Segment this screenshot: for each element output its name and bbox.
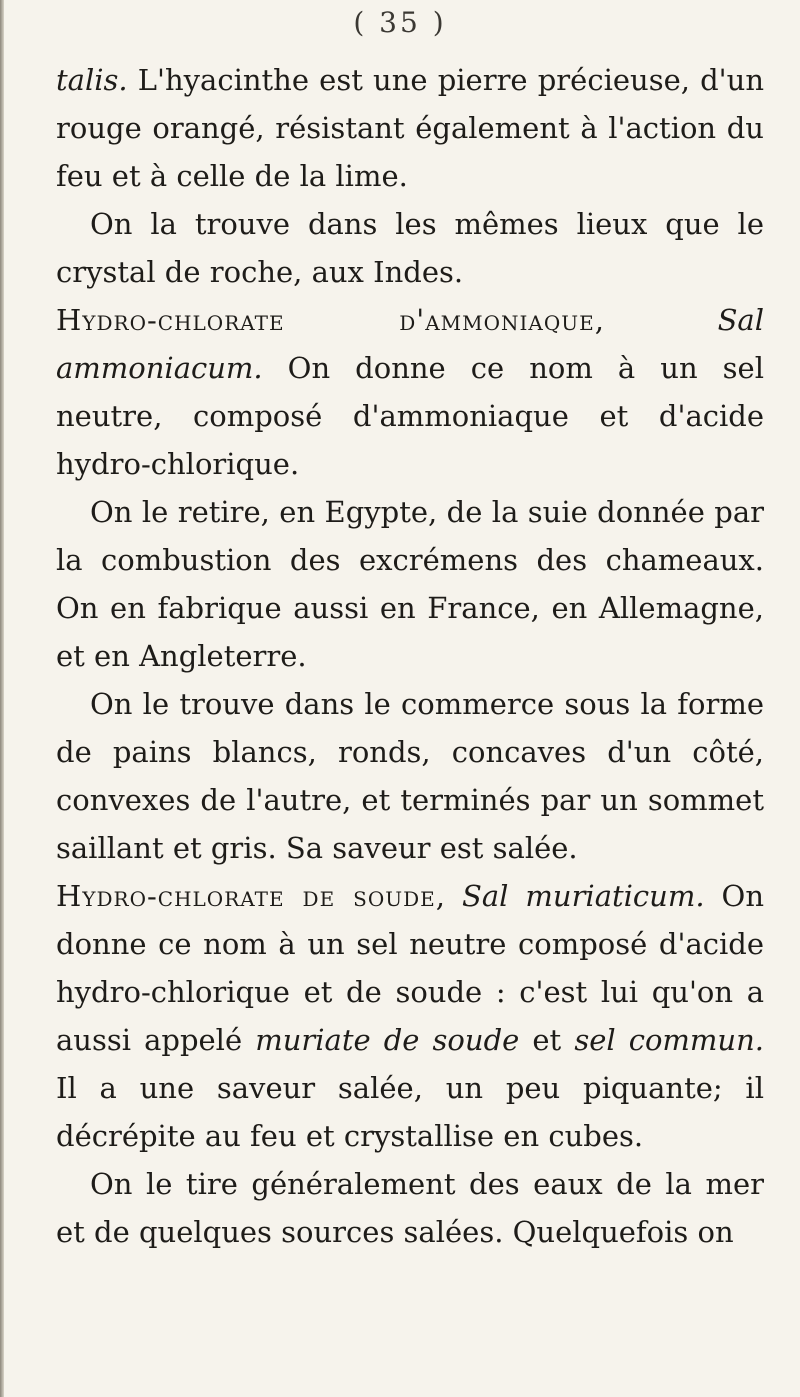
paragraph-sal-muriaticum: [56, 872, 764, 1160]
soude-properties: Il a une saveur salée, un peu piquante; il décrépite au feu et crystallise en cubes.: [56, 1071, 764, 1153]
hyacinthe-text: L'hyacinthe est une pierre précieuse, d'un rouge orangé, résistant également à l'action du feu et à celle de la lime.: [56, 63, 764, 193]
source-text: On le tire généralement des eaux de la mer et de quelques sources salées. Quelquefois on: [56, 1167, 764, 1249]
word-talis: talis.: [56, 63, 128, 97]
conjunction: et: [519, 1023, 575, 1057]
commerce-text: On le trouve dans le commerce sous la forme de pains blancs, ronds, concaves d'un côté, convexes de l'autre, et terminés par un sommet saillant et gris. Sa saveur est salée.: [56, 687, 764, 865]
page-body: [56, 56, 764, 1256]
punctuation: ,: [435, 879, 462, 913]
latin-name-sal-ammoniacum: Sal ammoniacum.: [56, 303, 764, 385]
entry-heading-ammoniaque: Hydro-chlorate d'ammoniaque: [56, 303, 595, 337]
paragraph-sal-ammoniacum: [56, 296, 764, 488]
paragraph-soude-source: [56, 1160, 764, 1256]
paragraph-hyacinthe-location: [56, 200, 764, 296]
latin-name-sal-muriaticum: Sal muriaticum.: [461, 879, 705, 913]
soude-definition: On donne ce nom à un sel neutre composé d'acide hydro-chlorique et de soude : c'est lui qu'on a aussi appelé: [56, 879, 765, 1057]
ammoniaque-definition: On donne ce nom à un sel neutre, composé d'ammoniaque et d'acide hydro-chlorique.: [56, 351, 764, 481]
term-sel-commun: sel commun.: [574, 1023, 764, 1057]
punctuation: ,: [594, 303, 718, 337]
location-text: On la trouve dans les mêmes lieux que le crystal de roche, aux Indes.: [56, 207, 764, 289]
entry-heading-soude: Hydro-chlorate de soude: [56, 879, 436, 913]
page-number: ( 35 ): [353, 6, 447, 39]
term-muriate-de-soude: muriate de soude: [255, 1023, 520, 1057]
paragraph-ammoniaque-origin: [56, 488, 764, 680]
paragraph-ammoniaque-commerce: [56, 680, 764, 872]
paragraph-hyacinthe: [56, 56, 764, 200]
page-edge-shadow: [0, 0, 4, 1397]
origin-text: On le retire, en Egypte, de la suie donnée par la combustion des excrémens des chameaux. On en fabrique aussi en France, en Allemagne, et en Angleterre.: [56, 495, 764, 673]
